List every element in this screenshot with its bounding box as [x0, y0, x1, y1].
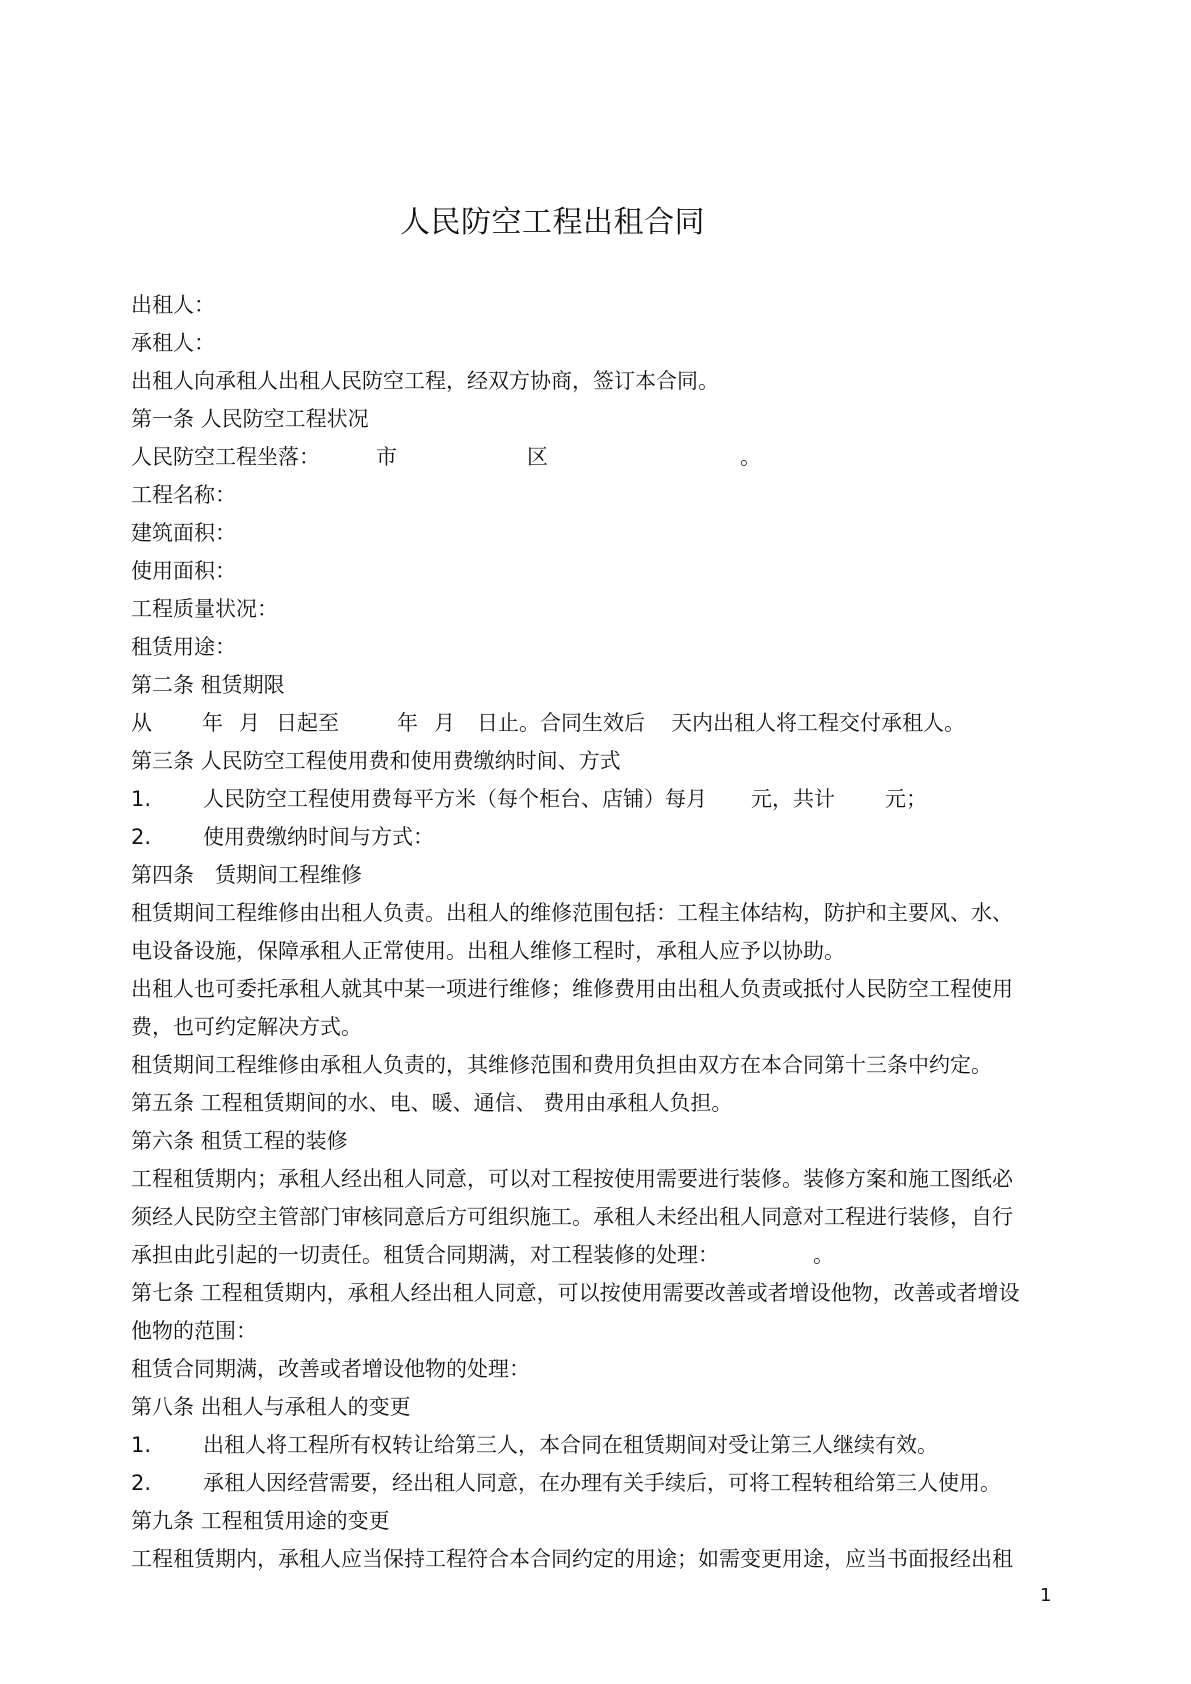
paragraph-line: 电设备设施，保障承租人正常使用。出租人维修工程时，承租人应予以协助。 — [131, 939, 845, 963]
paragraph-line: 租赁期间工程维修由承租人负责的，其维修范围和费用负担由双方在本合同第十三条中约定。 — [131, 1053, 992, 1077]
item-number: 1. — [131, 787, 152, 811]
article-4-heading: 第四条 赁期间工程维修 — [131, 863, 362, 887]
term-year-2: 年 — [397, 711, 418, 735]
article-5-heading: 第五条 工程租赁期间的水、电、暖、通信、 费用由承租人负担。 — [131, 1091, 733, 1115]
decoration-period: 。 — [813, 1243, 834, 1267]
page-number: 1 — [1040, 1585, 1052, 1606]
change-item-2 — [131, 1464, 1071, 1502]
paragraph-line: 租赁合同期满，改善或者增设他物的处理： — [131, 1357, 530, 1381]
document-title: 人民防空工程出租合同 — [400, 205, 705, 240]
paragraph-line: 他物的范围： — [131, 1319, 257, 1343]
contract-body — [131, 286, 1071, 1578]
project-name-line: 工程名称： — [131, 483, 236, 507]
intro-paragraph: 出租人向承租人出租人民防空工程，经双方协商，签订本合同。 — [131, 369, 719, 393]
paragraph-line: 租赁期间工程维修由出租人负责。出租人的维修范围包括：工程主体结构，防护和主要风、水、 — [131, 901, 1013, 925]
district-label: 区 — [527, 445, 548, 469]
article-8-heading: 第八条 出租人与承租人的变更 — [131, 1395, 411, 1419]
term-year-1: 年 — [202, 711, 223, 735]
decoration-text: 承担由此引起的一切责任。租赁合同期满，对工程装修的处理： — [131, 1243, 719, 1267]
paragraph-line: 须经人民防空主管部门审核同意后方可组织施工。承租人未经出租人同意对工程进行装修，自行 — [131, 1205, 1013, 1229]
usable-area-line: 使用面积： — [131, 559, 236, 583]
item-number: 2. — [131, 1471, 152, 1495]
city-label: 市 — [376, 445, 397, 469]
term-day-end: 日止。合同生效后 — [477, 711, 645, 735]
article-9-heading: 第九条 工程租赁用途的变更 — [131, 1509, 390, 1533]
paragraph-line — [131, 1236, 1071, 1274]
term-month-1: 月 — [239, 711, 260, 735]
article-7-heading: 第七条 工程租赁期内，承租人经出租人同意，可以按使用需要改善或者增设他物，改善或者增设 — [131, 1281, 1020, 1305]
change-item-1 — [131, 1426, 1071, 1464]
lessee-line: 承租人： — [131, 331, 215, 355]
building-area-line: 建筑面积： — [131, 521, 236, 545]
fee-item-1 — [131, 780, 1071, 818]
location-line — [131, 438, 1071, 476]
fee-item-2 — [131, 818, 1071, 856]
article-1-heading: 第一条 人民防空工程状况 — [131, 407, 369, 431]
paragraph-line: 费，也可约定解决方式。 — [131, 1015, 362, 1039]
location-period: 。 — [740, 445, 761, 469]
payment-text: 使用费缴纳时间与方式： — [203, 825, 434, 849]
article-6-heading: 第六条 租赁工程的装修 — [131, 1129, 348, 1153]
paragraph-line: 工程租赁期内，承租人应当保持工程符合本合同约定的用途；如需变更用途，应当书面报经出租 — [131, 1547, 1013, 1571]
article-3-heading: 第三条 人民防空工程使用费和使用费缴纳时间、方式 — [131, 749, 621, 773]
location-label: 人民防空工程坐落： — [131, 445, 320, 469]
term-month-2: 月 — [434, 711, 455, 735]
lessor-line: 出租人： — [131, 293, 215, 317]
fee-text: 人民防空工程使用费每平方米（每个柜台、店铺）每月 — [203, 787, 707, 811]
term-from: 从 — [131, 711, 152, 735]
purpose-line: 租赁用途： — [131, 635, 236, 659]
item-number: 2. — [131, 825, 152, 849]
term-day-to: 日起至 — [276, 711, 339, 735]
lease-term-line — [131, 704, 1071, 742]
change-text: 出租人将工程所有权转让给第三人，本合同在租赁期间对受让第三人继续有效。 — [203, 1433, 938, 1457]
quality-line: 工程质量状况： — [131, 597, 278, 621]
paragraph-line: 工程租赁期内；承租人经出租人同意，可以对工程按使用需要进行装修。装修方案和施工图纸必 — [131, 1167, 1013, 1191]
term-delivery: 天内出租人将工程交付承租人。 — [671, 711, 965, 735]
article-2-heading: 第二条 租赁期限 — [131, 673, 285, 697]
fee-total-label: 元，共计 — [751, 787, 835, 811]
item-number: 1. — [131, 1433, 152, 1457]
fee-unit: 元； — [885, 787, 927, 811]
paragraph-line: 出租人也可委托承租人就其中某一项进行维修；维修费用由出租人负责或抵付人民防空工程使用 — [131, 977, 1013, 1001]
change-text: 承租人因经营需要，经出租人同意，在办理有关手续后，可将工程转租给第三人使用。 — [203, 1471, 1001, 1495]
